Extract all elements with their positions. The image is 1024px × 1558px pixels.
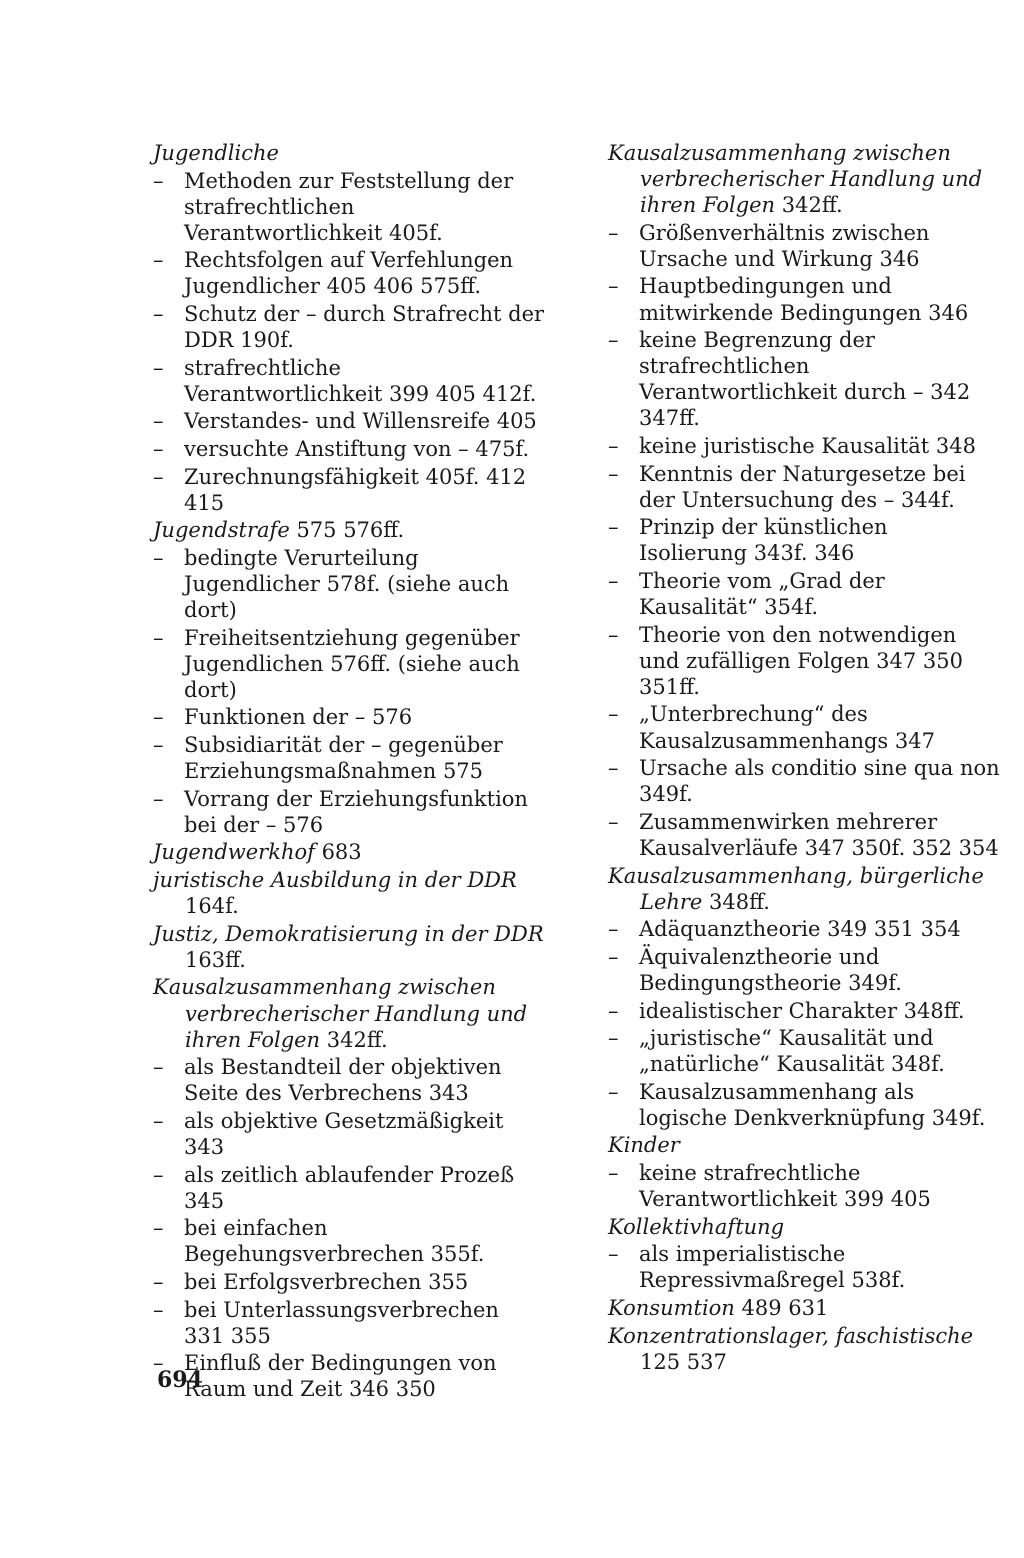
page-number: 694: [157, 1367, 203, 1393]
index-subentry: [608, 701, 1000, 753]
dash-marker: –: [608, 274, 619, 299]
entry-pages: 575 576ff.: [289, 518, 405, 543]
subentry-text: Kenntnis der Naturgesetze bei der Untersuchung des – 344f.: [639, 461, 966, 512]
subentry-text: keine juristische Kausalität 348: [639, 434, 977, 459]
dash-marker: –: [608, 461, 619, 486]
index-subentry: [608, 1025, 1000, 1077]
dash-marker: –: [153, 545, 164, 570]
subentry-text: keine Begrenzung der strafrechtlichen Verantwortlichkeit durch – 342 347ff.: [639, 328, 971, 431]
dash-marker: –: [153, 786, 164, 811]
index-subentry: [608, 220, 1000, 272]
subentry-text: Adäquanztheorie 349 351 354: [639, 917, 961, 942]
index-entry-heading: [153, 140, 545, 166]
subentry-text: Zurechnungsfähigkeit 405f. 412 415: [184, 464, 527, 515]
entry-pages: 125 537: [640, 1349, 727, 1374]
index-entry-heading: [153, 921, 545, 973]
entry-pages: 348ff.: [702, 889, 770, 914]
entry-pages: 342ff.: [320, 1027, 388, 1052]
dash-marker: –: [608, 220, 619, 245]
entry-term: Jugendliche: [153, 141, 279, 165]
subentry-text: Funktionen der – 576: [184, 705, 413, 730]
subentry-text: Hauptbedingungen und mitwirkende Bedingungen 346: [639, 274, 969, 325]
dash-marker: –: [153, 409, 164, 434]
subentry-text: Ursache als conditio sine qua non 349f.: [639, 756, 1000, 807]
dash-marker: –: [153, 248, 164, 273]
subentry-text: als objektive Gesetzmäßigkeit 343: [184, 1108, 504, 1159]
dash-marker: –: [153, 302, 164, 327]
dash-marker: –: [608, 944, 619, 969]
dash-marker: –: [608, 569, 619, 593]
entry-pages: 683: [314, 840, 362, 865]
dash-marker: –: [153, 1108, 164, 1133]
index-subentry: [608, 461, 1000, 513]
subentry-text: Kausalzusammenhang als logische Denkverknüpfung 349f.: [639, 1079, 986, 1130]
index-subentry: [153, 355, 545, 407]
index-subentry: [153, 786, 545, 838]
dash-marker: –: [608, 328, 619, 353]
index-subentry: [153, 545, 545, 623]
dash-marker: –: [153, 464, 164, 489]
index-subentry: [153, 732, 545, 784]
index-subentry: [153, 301, 545, 353]
index-column-left: [153, 140, 545, 1404]
index-subentry: [153, 464, 545, 516]
index-subentry: [153, 625, 545, 703]
subentry-text: als imperialistische Repressivmaßregel 538f.: [639, 1242, 906, 1293]
index-subentry: [153, 1215, 545, 1267]
entry-pages: 163ff.: [185, 947, 246, 972]
dash-marker: –: [608, 756, 619, 781]
index-subentry: [153, 1297, 545, 1349]
index-subentry: [608, 944, 1000, 996]
entry-term: Konsumtion: [608, 1296, 735, 1321]
index-subentry: [608, 514, 1000, 566]
index-subentry: [608, 568, 1000, 620]
subentry-text: bei einfachen Begehungsverbrechen 355f.: [184, 1216, 485, 1267]
entry-term: Kausalzusammenhang zwischen verbrecherischer Handlung und ihren Folgen: [153, 975, 528, 1052]
index-column-right: [608, 140, 1000, 1376]
index-subentry: [608, 1079, 1000, 1131]
subentry-text: Größenverhältnis zwischen Ursache und Wirkung 346: [639, 220, 930, 271]
dash-marker: –: [608, 998, 619, 1023]
index-subentry: [608, 1241, 1000, 1293]
subentry-text: bei Unterlassungsverbrechen 331 355: [184, 1297, 499, 1348]
subentry-text: idealistischer Charakter 348ff.: [639, 998, 965, 1023]
entry-pages: 164f.: [185, 894, 239, 919]
index-subentry: [608, 809, 1000, 861]
subentry-text: Zusammenwirken mehrerer Kausalverläufe 347 350f. 352 354: [639, 809, 999, 860]
index-entry-heading: [608, 863, 1000, 915]
subentry-text: als Bestandteil der objektiven Seite des Verbrechens 343: [184, 1055, 502, 1106]
entry-term: juristische Ausbildung in der DDR: [153, 868, 517, 893]
index-subentry: [153, 704, 545, 730]
subentry-text: Vorrang der Erziehungsfunktion bei der – 576: [184, 786, 528, 837]
index-subentry: [153, 436, 545, 462]
index-subentry: [153, 247, 545, 299]
index-entry-heading: [608, 1132, 1000, 1158]
dash-marker: –: [153, 355, 164, 380]
entry-term: Kollektivhaftung: [608, 1214, 785, 1239]
index-entry-heading: [608, 1295, 1000, 1321]
index-entry-heading: [608, 140, 1000, 218]
entry-pages: 342ff.: [775, 193, 843, 218]
dash-marker: –: [608, 515, 619, 540]
index-entry-heading: [153, 974, 545, 1052]
index-entry-heading: [153, 839, 545, 865]
subentry-text: Methoden zur Feststellung der strafrechtlichen Verantwortlichkeit 405f.: [184, 168, 514, 245]
index-subentry: [608, 755, 1000, 807]
index-entry-heading: [608, 1323, 1000, 1375]
index-subentry: [153, 1108, 545, 1160]
index-subentry: [153, 1350, 545, 1402]
entry-term: Kinder: [608, 1133, 680, 1158]
dash-marker: –: [608, 702, 619, 727]
subentry-text: strafrechtliche Verantwortlichkeit 399 405 412f.: [184, 355, 537, 406]
dash-marker: –: [608, 917, 619, 942]
subentry-text: Verstandes- und Willensreife 405: [184, 409, 537, 434]
dash-marker: –: [153, 168, 164, 193]
subentry-text: als zeitlich ablaufender Prozeß 345: [184, 1162, 515, 1213]
subentry-text: bei Erfolgsverbrechen 355: [184, 1269, 469, 1294]
subentry-text: Rechtsfolgen auf Verfehlungen Jugendlicher 405 406 575ff.: [184, 248, 514, 299]
entry-pages: 489 631: [734, 1296, 829, 1321]
dash-marker: –: [153, 1055, 164, 1080]
dash-marker: –: [153, 1297, 164, 1322]
index-subentry: [608, 998, 1000, 1024]
index-entry-heading: [608, 1214, 1000, 1240]
dash-marker: –: [608, 622, 619, 647]
subentry-text: Äquivalenztheorie und Bedingungstheorie 349f.: [639, 944, 902, 995]
dash-marker: –: [608, 1161, 619, 1186]
dash-marker: –: [153, 1162, 164, 1187]
index-subentry: [608, 327, 1000, 431]
index-subentry: [153, 1162, 545, 1214]
dash-marker: –: [153, 1269, 164, 1294]
subentry-text: Theorie vom „Grad der Kausalität“ 354f.: [639, 569, 885, 620]
entry-term: Kausalzusammenhang zwischen verbrecherischer Handlung und ihren Folgen: [608, 141, 983, 218]
subentry-text: Subsidiarität der – gegenüber Erziehungsmaßnahmen 575: [184, 733, 503, 784]
dash-marker: –: [608, 1242, 619, 1267]
entry-term: Justiz, Demokratisierung in der DDR: [153, 921, 544, 946]
entry-term: Jugendwerkhof: [153, 840, 315, 865]
index-entry-heading: [153, 517, 545, 543]
index-subentry: [608, 622, 1000, 700]
subentry-text: Prinzip der künstlichen Isolierung 343f. 346: [639, 515, 888, 566]
subentry-text: Einfluß der Bedingungen von Raum und Zeit 346 350: [184, 1351, 497, 1402]
dash-marker: –: [608, 809, 619, 834]
index-subentry: [153, 408, 545, 434]
index-entry-heading: [153, 867, 545, 919]
index-subentry: [608, 433, 1000, 459]
index-subentry: [153, 168, 545, 246]
subentry-text: „juristische“ Kausalität und „natürliche“ Kausalität 348f.: [639, 1026, 945, 1077]
entry-term: Kausalzusammenhang, bürgerliche Lehre: [608, 863, 984, 914]
subentry-text: versuchte Anstiftung von – 475f.: [184, 437, 530, 462]
index-subentry: [608, 916, 1000, 942]
subentry-text: Schutz der – durch Strafrecht der DDR 190f.: [184, 302, 545, 353]
subentry-text: Freiheitsentziehung gegenüber Jugendlichen 576ff. (siehe auch dort): [184, 625, 520, 702]
index-subentry: [153, 1054, 545, 1106]
subentry-text: bedingte Verurteilung Jugendlicher 578f. (siehe auch dort): [184, 545, 510, 623]
entry-term: Konzentrationslager, faschistische: [608, 1323, 974, 1348]
subentry-text: Theorie von den notwendigen und zufälligen Folgen 347 350 351ff.: [639, 622, 963, 699]
index-subentry: [608, 273, 1000, 325]
dash-marker: –: [153, 733, 164, 758]
dash-marker: –: [153, 625, 164, 650]
entry-term: Jugendstrafe: [153, 518, 290, 543]
dash-marker: –: [153, 1351, 164, 1376]
subentry-text: „Unterbrechung“ des Kausalzusammenhangs 347: [639, 702, 935, 753]
dash-marker: –: [608, 1026, 619, 1051]
dash-marker: –: [608, 1079, 619, 1104]
index-subentry: [153, 1269, 545, 1295]
subentry-text: keine strafrechtliche Verantwortlichkeit 399 405: [639, 1161, 931, 1212]
dash-marker: –: [608, 434, 619, 459]
dash-marker: –: [153, 705, 164, 730]
index-subentry: [608, 1160, 1000, 1212]
dash-marker: –: [153, 1216, 164, 1241]
dash-marker: –: [153, 437, 164, 462]
